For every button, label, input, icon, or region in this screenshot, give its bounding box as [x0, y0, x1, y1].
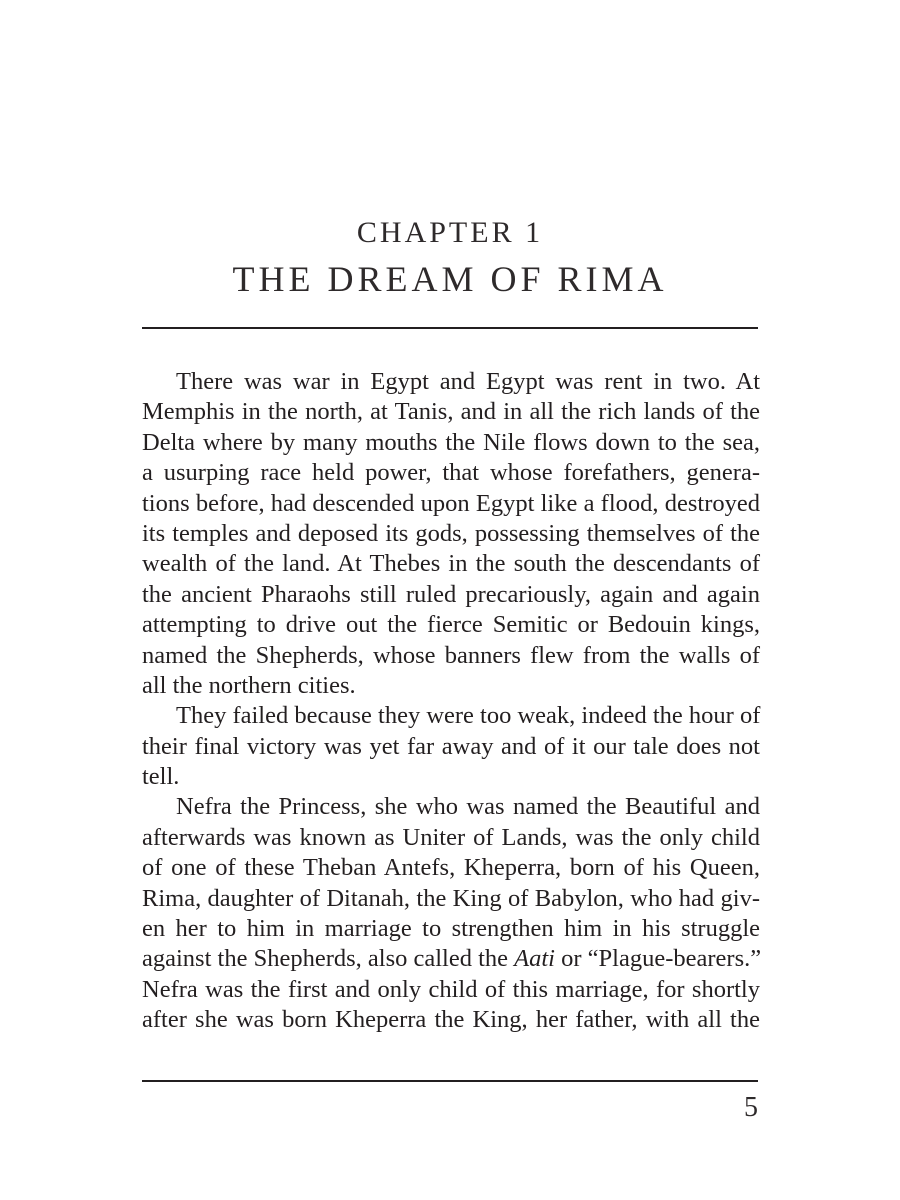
text-line: Nefra the Princess, she who was named the Beautiful and	[176, 793, 760, 821]
text-line	[142, 944, 760, 974]
top-divider	[142, 327, 758, 329]
text-line: tions before, had descended upon Egypt like a flood, destroyed	[142, 489, 760, 517]
text-line: tell.	[142, 763, 180, 791]
text-line: their final victory was yet far away and of it our tale does not	[142, 732, 760, 760]
text-line: a usurping race held power, that whose forefathers, genera-	[142, 459, 760, 487]
page-number: 5	[744, 1092, 758, 1123]
text-line: wealth of the land. At Thebes in the south the descendants of	[142, 550, 760, 578]
text-line: its temples and deposed its gods, possessing themselves of the	[142, 519, 760, 547]
text-line: named the Shepherds, whose banners flew from the walls of	[142, 641, 760, 669]
chapter-title: THE DREAM OF RIMA	[232, 259, 668, 299]
text-line: after she was born Kheperra the King, her father, with all the	[142, 1006, 760, 1034]
text-line: the ancient Pharaohs still ruled precariously, again and again	[142, 580, 760, 608]
body-text	[142, 367, 760, 1036]
chapter-label: CHAPTER 1	[356, 216, 544, 249]
text-line: Nefra was the first and only child of this marriage, for shortly	[142, 975, 760, 1003]
text-segment: against the Shepherds, also called the	[142, 945, 515, 973]
text-line: Delta where by many mouths the Nile flows down to the sea,	[142, 428, 760, 456]
text-line: There was war in Egypt and Egypt was rent in two. At	[176, 368, 760, 395]
text-line: of one of these Theban Antefs, Kheperra, born of his Queen,	[142, 854, 760, 882]
text-line: all the northern cities.	[142, 671, 356, 699]
text-line: They failed because they were too weak, indeed the hour of	[176, 702, 761, 730]
text-line: en her to him in marriage to strengthen him in his struggle	[142, 915, 760, 943]
text-line: Rima, daughter of Ditanah, the King of Babylon, who had giv-	[142, 884, 760, 912]
text-line: Memphis in the north, at Tanis, and in all the rich lands of the	[142, 398, 760, 426]
text-segment: or “Plague-bearers.”	[555, 945, 762, 973]
bottom-divider	[142, 1080, 758, 1082]
text-line: attempting to drive out the fierce Semitic or Bedouin kings,	[142, 611, 760, 639]
italic-term: Aati	[514, 945, 555, 973]
text-line: afterwards was known as Uniter of Lands, was the only child	[142, 823, 760, 851]
